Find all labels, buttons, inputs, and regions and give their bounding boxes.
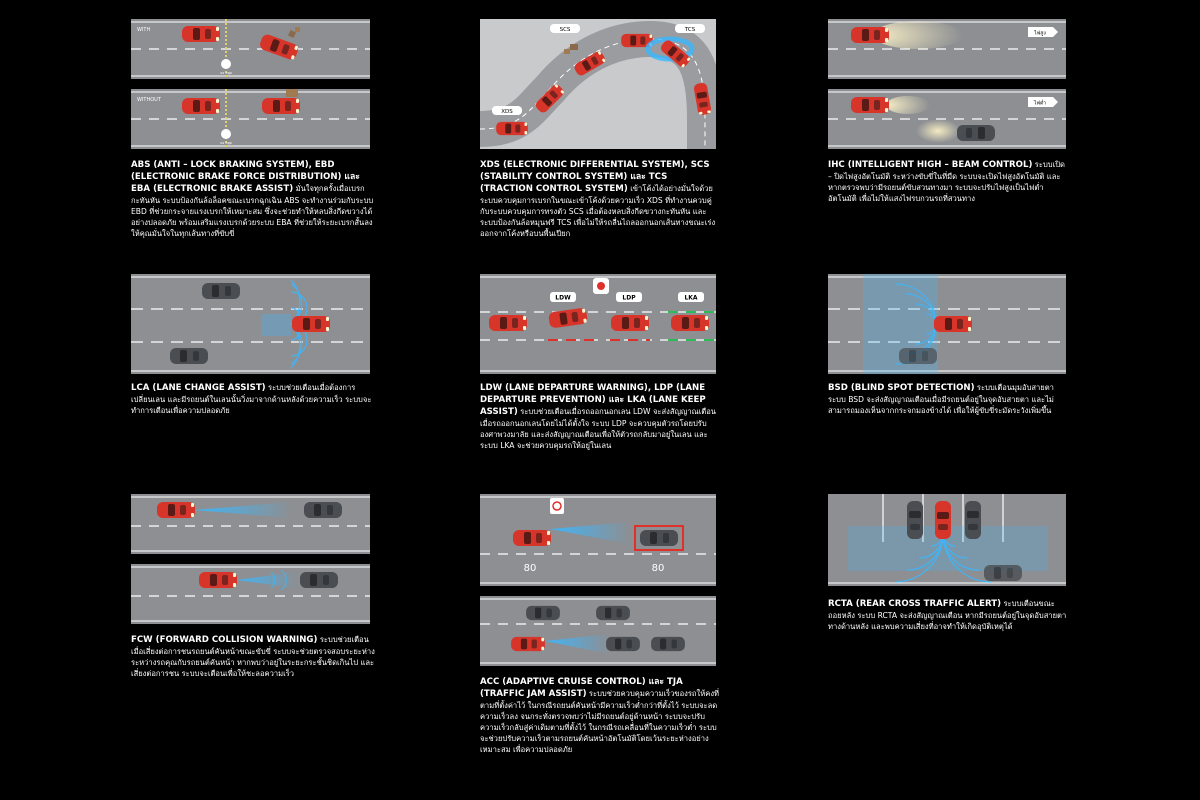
ihc-high-beam-sign: ไฟสูง [1034, 30, 1046, 37]
fcw-title: FCW (FORWARD COLLISION WARNING) [131, 635, 318, 645]
acc-diagram [480, 494, 716, 586]
bsd-body: ระบบเตือนมุมอับสายตา ระบบ BSD จะส่งสัญญาณเตือนเมื่อมีรถยนต์อยู่ในจุดอับสายตา และไม่สามารถมองเห็นจากกระจกมองข้างได้ เพื่อให้ผู้ขับขี่ระมัดระวังเพิ่มขึ้น [828, 383, 1054, 415]
acc-body: ระบบช่วยควบคุมความเร็วของรถให้คงที่ตามที่ตั้งค่าไว้ ในกรณีรถยนต์คันหน้ามีความเร็วต่ำกว่าที่ตั้งไว้ ระบบจะลดความเร็วลง จนกระทั่งตรวจพบว่าไม่มีรถยนต์อยู่ด้านหน้า ระบบจะปรับความเร็วกลับสู่ค่าเดิมตามที่ตั้งไว้ ในกรณีรถเคลื่อนที่ในความเร็วต่ำ ระบบจะช่วยปรับความเร็วตามรถยนต์คันหน้าอัตโนมัติโดยเว้นระยะห่างอย่างเหมาะสม เพื่อความปลอดภัย [480, 689, 720, 754]
fcw-far-diagram [131, 494, 370, 554]
abs-with-label: WITH [137, 27, 151, 33]
acc-description [480, 676, 720, 755]
acc-speed-right: 80 [651, 563, 665, 574]
ihc-high-diagram [828, 19, 1066, 79]
acc-speed-left: 80 [523, 563, 537, 574]
abs-body: มั่นใจทุกครั้งเมื่อเบรกกะทันหัน ระบบป้องกันล้อล็อคขณะเบรกฉุกเฉิน ABS จะทำงานร่วมกับระบบ EBD ที่ช่วยกระจายแรงเบรกให้เหมาะสม ซึ่งจะช่วยทำให้หลบสิ่งกีดขวางได้อย่างปลอดภัย พร้อมเสริมแรงเบรกด้วยระบบ EBA ที่ช่วยให้ระยะเบรกสั้นลง ให้คุณมั่นใจในทุกเส้นทางที่ขับขี่ [131, 184, 374, 238]
xds-title: XDS (ELECTRONIC DIFFERENTIAL SYSTEM), SCS (STABILITY CONTROL SYSTEM) และ TCS (TRACTION CONTROL SYSTEM) [480, 160, 710, 194]
ldw-description [480, 382, 720, 451]
ldw-lka-label: LKA [684, 294, 698, 302]
xds-tcs-label: TCS [684, 27, 696, 33]
xds-diagram [480, 19, 716, 149]
bsd-diagram [828, 274, 1066, 374]
ldw-diagram [480, 274, 716, 374]
ldw-body: ระบบช่วยเตือนเมื่อรถออกนอกเลน LDW จะส่งสัญญาณเตือนเมื่อรถออกนอกเลนโดยไม่ได้ตั้งใจ ระบบ LDP จะควบคุมตัวรถโดยปรับองศาพวงมาลัย และส่งสัญญาณเตือนเพื่อให้ตัวรถกลับมาอยู่ในเลน และระบบ LKA จะช่วยควบคุมรถให้อยู่ในเลน [480, 407, 716, 450]
acc-title: ACC (ADAPTIVE CRUISE CONTROL) และ TJA (TRAFFIC JAM ASSIST) [480, 677, 683, 699]
ihc-body: ระบบเปิด – ปิดไฟสูงอัตโนมัติ ระหว่างขับขี่ในที่มืด ระบบจะเปิดไฟสูงอัตโนมัติ และหากตรวจพบว่ามีรถยนต์ขับสวนทางมา ระบบจะปรับไฟสูงเป็นไฟต่ำอัตโนมัติ เพื่อไม่ให้แสงไฟรบกวนรถที่สวนทาง [828, 160, 1065, 203]
abs-car-braking [182, 26, 220, 42]
rcta-body: ระบบเตือนขณะถอยหลัง ระบบ RCTA จะส่งสัญญาณเตือน หากมีรถยนต์อยู่ในจุดอับสายตาทางด้านหลัง และพบความเสี่ยงที่อาจทำให้เกิดอุบัติเหตุได้ [828, 599, 1067, 631]
tja-diagram [480, 596, 716, 666]
lca-diagram [131, 274, 370, 374]
bsd-description [828, 382, 1068, 416]
bsd-title: BSD (BLIND SPOT DETECTION) [828, 383, 975, 393]
lca-title: LCA (LANE CHANGE ASSIST) [131, 383, 266, 393]
xds-body: เข้าโค้งได้อย่างมั่นใจด้วยระบบควบคุมการเบรกในขณะเข้าโค้งด้วยความเร็ว XDS ที่ทำงานควบคู่กับระบบควบคุมการทรงตัว SCS เมื่อต้องหลบสิ่งกีดขวางกะทันหัน และระบบป้องกันล้อหมุนฟรี TCS เพื่อไม่ให้รถลื่นไถลออกนอกเส้นทางขณะเร่งออกจากโค้งหรือบนพื้นเปียก [480, 184, 716, 238]
xds-description [480, 159, 720, 239]
xds-xds-label: XDS [501, 109, 513, 115]
abs-stop-sign: จอ หยุด [220, 71, 232, 75]
rcta-diagram [828, 494, 1066, 586]
abs-title: ABS (ANTI – LOCK BRAKING SYSTEM), EBD (ELECTRONIC BRAKE FORCE DISTRIBUTION) และ EBA (ELECTRONIC BRAKE ASSIST) [131, 160, 360, 194]
ldw-ldw-label: LDW [555, 294, 571, 302]
fcw-near-diagram [131, 564, 370, 624]
rcta-description [828, 598, 1068, 632]
lca-description [131, 382, 376, 416]
fcw-description [131, 634, 376, 679]
ihc-low-beam-sign: ไฟต่ำ [1033, 100, 1047, 107]
ldw-title: LDW (LANE DEPARTURE WARNING), LDP (LANE DEPARTURE PREVENTION) และ LKA (LANE KEEP ASSIST) [480, 383, 706, 417]
lca-body: ระบบช่วยเตือนเมื่อต้องการเปลี่ยนเลน และมีรถยนต์ในเลนนั้นวิ่งมาจากด้านหลังด้วยความเร็ว ระบบจะทำการเตือนเพื่อความปลอดภัย [131, 383, 372, 415]
abs-without-diagram [131, 89, 370, 149]
abs-with-diagram [131, 19, 370, 79]
fcw-body: ระบบช่วยเตือนเมื่อเสี่ยงต่อการชนรถยนต์คันหน้าขณะขับขี่ ระบบจะช่วยตรวจสอบระยะห่างระหว่างรถคุณกับรถยนต์คันหน้า หากพบว่าอยู่ในระยะกระชั้นชิดเกินไป และเสี่ยงต่อการชน ระบบจะเตือนเพื่อให้ชะลอความเร็ว [131, 635, 375, 678]
abs-without-label: WITHOUT [137, 97, 161, 103]
abs-stop-sign-2: จอ หยุด [220, 141, 232, 145]
ihc-low-diagram [828, 89, 1066, 149]
ihc-title: IHC (INTELLIGENT HIGH – BEAM CONTROL) [828, 160, 1033, 170]
ihc-description [828, 159, 1068, 204]
rcta-title: RCTA (REAR CROSS TRAFFIC ALERT) [828, 599, 1002, 609]
abs-description [131, 159, 376, 239]
xds-scs-label: SCS [559, 27, 571, 33]
ldw-ldp-label: LDP [622, 294, 636, 302]
